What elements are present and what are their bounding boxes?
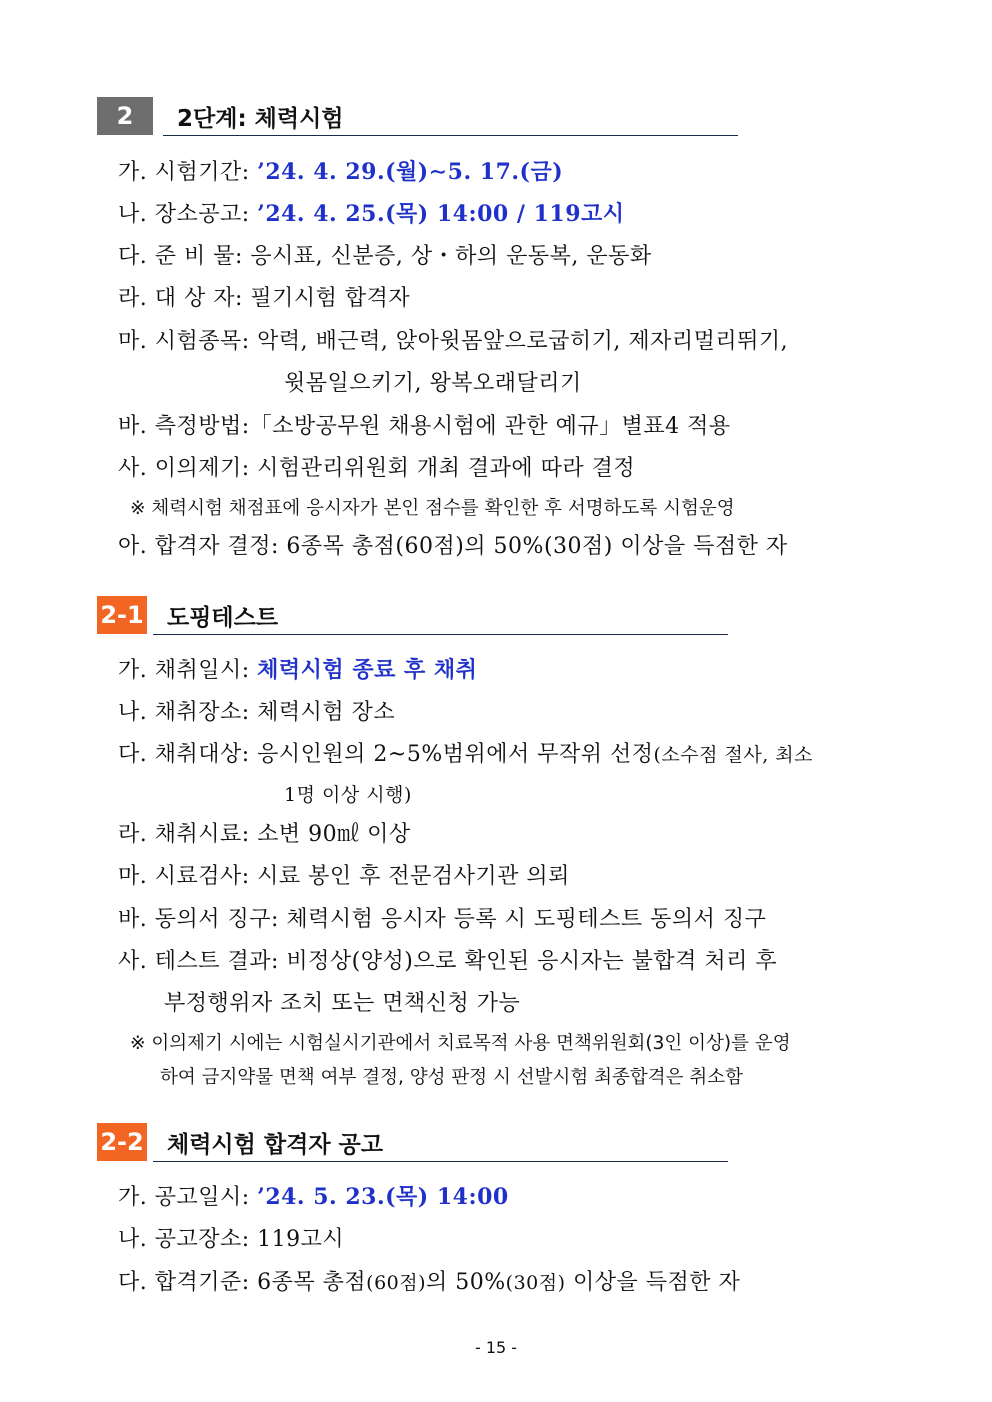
item-label: 사. 테스트 결과: [118, 949, 287, 974]
item-value: 의 50% [426, 1270, 506, 1295]
item-value-note: (소수점 절사, 최소 [653, 744, 814, 766]
item-value-note: (60점) [366, 1272, 427, 1294]
item-label: 다. 합격기준: [118, 1270, 258, 1295]
list-item [118, 737, 813, 768]
item-label: 마. 시료검사: [118, 864, 258, 889]
list-item [118, 409, 731, 440]
item-value: 악력, 배근력, 앉아윗몸앞으로굽히기, 제자리멀리뛰기, [257, 329, 789, 354]
item-label: 나. 공고장소: [118, 1227, 258, 1252]
list-item [118, 902, 766, 933]
section-number-badge: 2-2 [97, 1123, 147, 1161]
item-value: 「소방공무원 채용시험에 관한 예규」별표4 적용 [249, 414, 731, 439]
list-item [118, 281, 410, 312]
item-label: 라. 대 상 자: [118, 286, 251, 311]
list-item [118, 197, 625, 228]
item-value: ’24. 4. 25.(목) 14:00 / 119고시 [257, 201, 625, 227]
item-value: 119고시 [257, 1227, 345, 1252]
item-label: 가. 채취일시: [118, 658, 258, 683]
item-label: 나. 채취장소: [118, 700, 258, 725]
item-label: 바. 동의서 징구: [118, 907, 287, 932]
item-value: 시료 봉인 후 전문검사기관 의뢰 [257, 864, 570, 889]
list-item [118, 155, 563, 186]
item-label: 가. 시험기간: [118, 160, 258, 185]
item-value: 이상을 득점한 자 [565, 1270, 741, 1295]
item-label: 사. 이의제기: [118, 456, 258, 481]
note-text-continuation: 하여 금지약물 면책 여부 결정, 양성 판정 시 선발시험 최종합격은 취소함 [160, 1067, 743, 1088]
item-value-note: (30점) [505, 1272, 566, 1294]
item-label: 라. 채취시료: [118, 822, 258, 847]
list-item [118, 944, 777, 975]
item-label: 바. 측정방법: [118, 414, 250, 439]
list-item [118, 653, 477, 684]
item-continuation: 1명 이상 시행) [284, 784, 412, 806]
item-label: 아. 합격자 결정: [118, 534, 287, 559]
item-continuation: 부정행위자 조치 또는 면책신청 가능 [164, 991, 521, 1016]
item-label: 나. 장소공고: [118, 202, 258, 227]
item-continuation: 윗몸일으키기, 왕복오래달리기 [284, 371, 582, 396]
item-value: 체력시험 응시자 등록 시 도핑테스트 동의서 징구 [286, 907, 767, 932]
section-underline [163, 135, 738, 136]
list-item [118, 239, 652, 270]
item-label: 다. 채취대상: [118, 742, 258, 767]
section-number-badge: 2-1 [97, 596, 147, 634]
item-value: 비정상(양성)으로 확인된 응시자는 불합격 처리 후 [286, 949, 778, 974]
section-title: 2단계: 체력시험 [177, 106, 344, 132]
list-item [118, 1265, 740, 1296]
list-item [118, 324, 788, 355]
section-title: 체력시험 합격자 공고 [167, 1132, 383, 1158]
list-item [118, 1222, 344, 1253]
list-item [118, 859, 570, 890]
item-value: 체력시험 종료 후 채취 [257, 657, 478, 683]
item-value: 6종목 총점 [257, 1270, 367, 1295]
item-value: 소변 90㎖ 이상 [257, 822, 411, 847]
item-label: 마. 시험종목: [118, 329, 258, 354]
item-value: 체력시험 장소 [257, 700, 396, 725]
list-item [118, 451, 635, 482]
item-value: 응시인원의 2~5%범위에서 무작위 선정 [257, 742, 654, 767]
item-value: 시험관리위원회 개최 결과에 따라 결정 [257, 456, 636, 481]
item-value: ’24. 5. 23.(목) 14:00 [257, 1184, 509, 1210]
section-number-badge: 2 [97, 97, 153, 135]
item-label: 다. 준 비 물: [118, 244, 251, 269]
list-item [118, 529, 788, 560]
list-item [118, 695, 395, 726]
note-text: ※ 이의제기 시에는 시험실시기관에서 치료목적 사용 면책위원회(3인 이상)를 운영 [130, 1033, 791, 1054]
section-title: 도핑테스트 [167, 605, 279, 631]
list-item [118, 1180, 509, 1211]
item-label: 가. 공고일시: [118, 1185, 258, 1210]
item-value: ’24. 4. 29.(월)∼5. 17.(금) [257, 159, 564, 185]
section-underline [153, 634, 728, 635]
item-value: 필기시험 합격자 [250, 286, 411, 311]
item-value: 6종목 총점(60점)의 50%(30점) 이상을 득점한 자 [286, 534, 788, 559]
section-underline [153, 1161, 728, 1162]
item-value: 응시표, 신분증, 상・하의 운동복, 운동화 [250, 244, 652, 269]
list-item [118, 817, 411, 848]
page-number: - 15 - [474, 1338, 518, 1357]
note-text: ※ 체력시험 채점표에 응시자가 본인 점수를 확인한 후 서명하도록 시험운영 [130, 498, 735, 519]
